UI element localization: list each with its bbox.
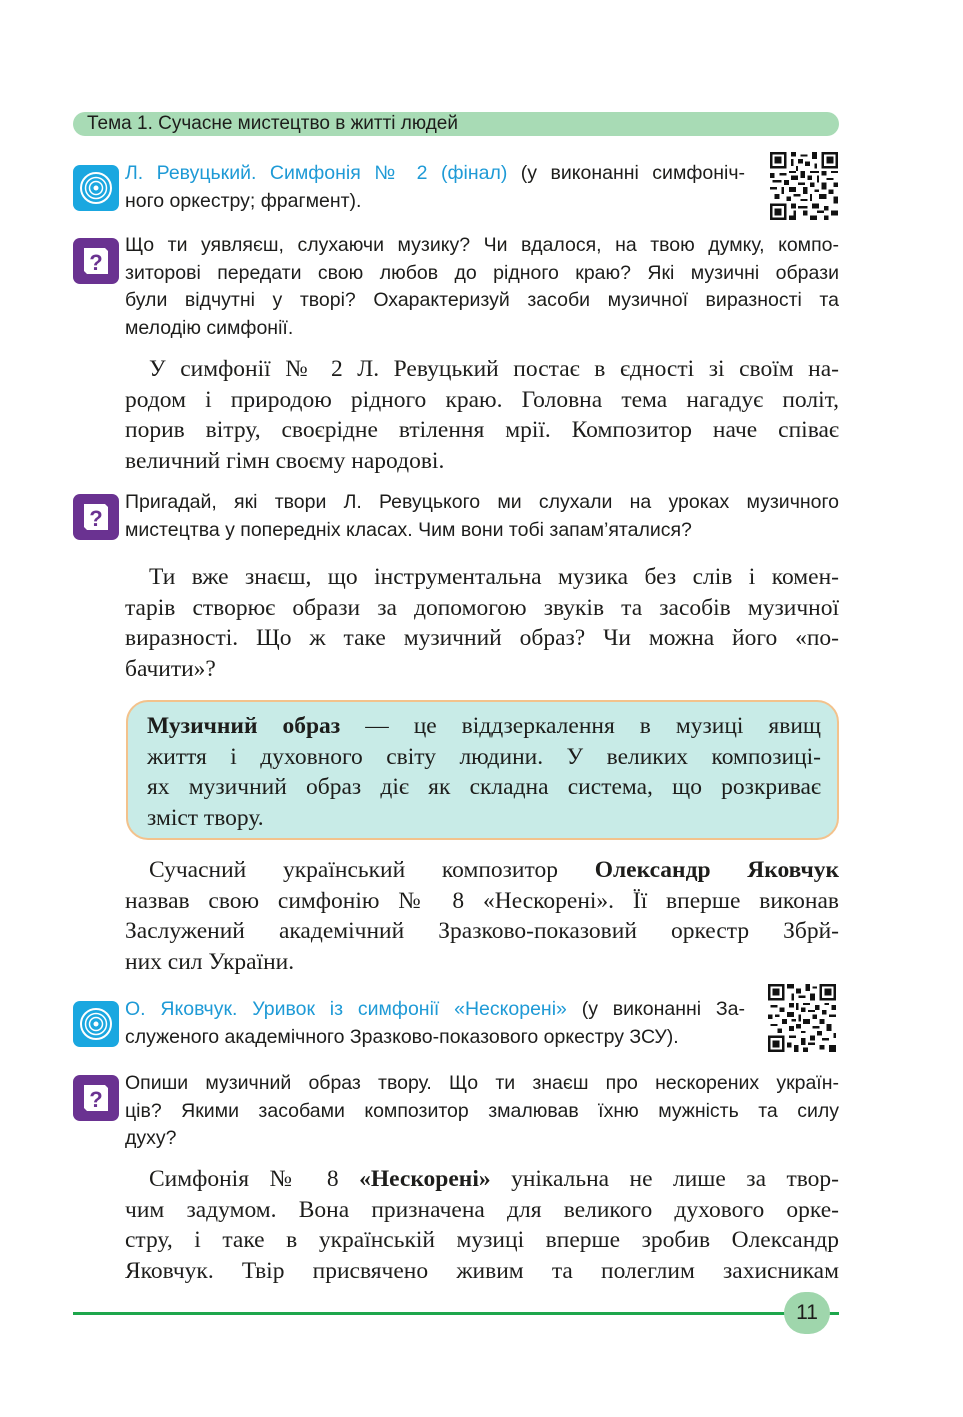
- question-icon: [73, 238, 119, 284]
- definition-box: Музичний образ — це віддзеркалення в музиці явищ життя і духовного світу людини. У великих композиці- ях музичний образ діє як складна система, що розкриває зміст твору.: [126, 700, 839, 840]
- question-text-2: Пригадай, які твори Л. Ревуцького ми слухали на уроках музичного мистецтва у попередніх класах. Чим вони тобі запам’яталися?: [125, 491, 839, 541]
- svg-text:?: ?: [89, 250, 103, 275]
- listening-link-1[interactable]: Л. Ревуцький. Симфонія № 2 (фінал): [125, 162, 508, 184]
- paragraph-4: Симфонія № 8 «Нескорені» унікальна не лише за твор- чим задумом. Вона призначена для великого духового орке- стру, і таке в українській музиці вперше зробив Олександр Яковчук. Твір присвячено живим та полеглим захисникам: [125, 1166, 839, 1284]
- question-text-3: Опиши музичний образ твору. Що ти знаєш про нескорених україн- ців? Якими засобами композитор змалював їхню мужність та силу духу?: [125, 1072, 839, 1149]
- paragraph-2: Ти вже знаєш, що інструментальна музика без слів і комен- тарів створює образи за допомогою звуків та засобів музичної виразності. Що ж таке музичний образ? Чи можна його «по- бачити»?: [125, 564, 839, 682]
- question-icon: [73, 1075, 119, 1121]
- paragraph-3: Сучасний український композитор Олександр Яковчук назвав свою симфонію № 8 «Нескорені». Її вперше виконав Заслужений академічний Зразково-показовий оркестр Збрй- них сил України.: [125, 857, 839, 975]
- svg-text:?: ?: [89, 1087, 103, 1112]
- question-icon: [73, 494, 119, 540]
- audio-disc-icon[interactable]: [73, 1001, 119, 1047]
- question-text-1: Що ти уявляєш, слухаючи музику? Чи вдалося, на твою думку, компо- зиторові передати свою любов до рідного краю? Які музичні образи були відчутні у творі? Охарактеризуй засоби музичної виразності та мелодію симфонії.: [125, 234, 839, 339]
- paragraph-1: У симфонії № 2 Л. Ревуцький постає в єдності зі своїм на- родом і природою рідного краю. Головна тема нагадує політ, порив вітру, своєрідне втілення мрії. Композитор наче співає величний гімн своєму народові.: [125, 356, 839, 474]
- listening-item-1: Л. Ревуцький. Симфонія № 2 (фінал) (у виконанні симфоніч- ного оркестру; фрагмент).: [125, 162, 745, 212]
- audio-disc-icon[interactable]: [73, 165, 119, 211]
- topic-bar: Тема 1. Сучасне мистецтво в житті людей: [73, 112, 839, 136]
- listening-link-2[interactable]: О. Яковчук. Уривок із симфонії «Нескорені»: [125, 998, 567, 1020]
- qr-code-1[interactable]: [770, 152, 838, 220]
- page-number-badge: 11: [784, 1292, 830, 1334]
- footer-rule: [73, 1312, 839, 1315]
- listening-item-2: О. Яковчук. Уривок із симфонії «Нескорені» (у виконанні За- служеного академічного Зразково-показового оркестру ЗСУ).: [125, 998, 745, 1048]
- qr-code-2[interactable]: [768, 984, 836, 1052]
- svg-text:?: ?: [89, 506, 103, 531]
- definition-term: Музичний образ: [147, 713, 341, 739]
